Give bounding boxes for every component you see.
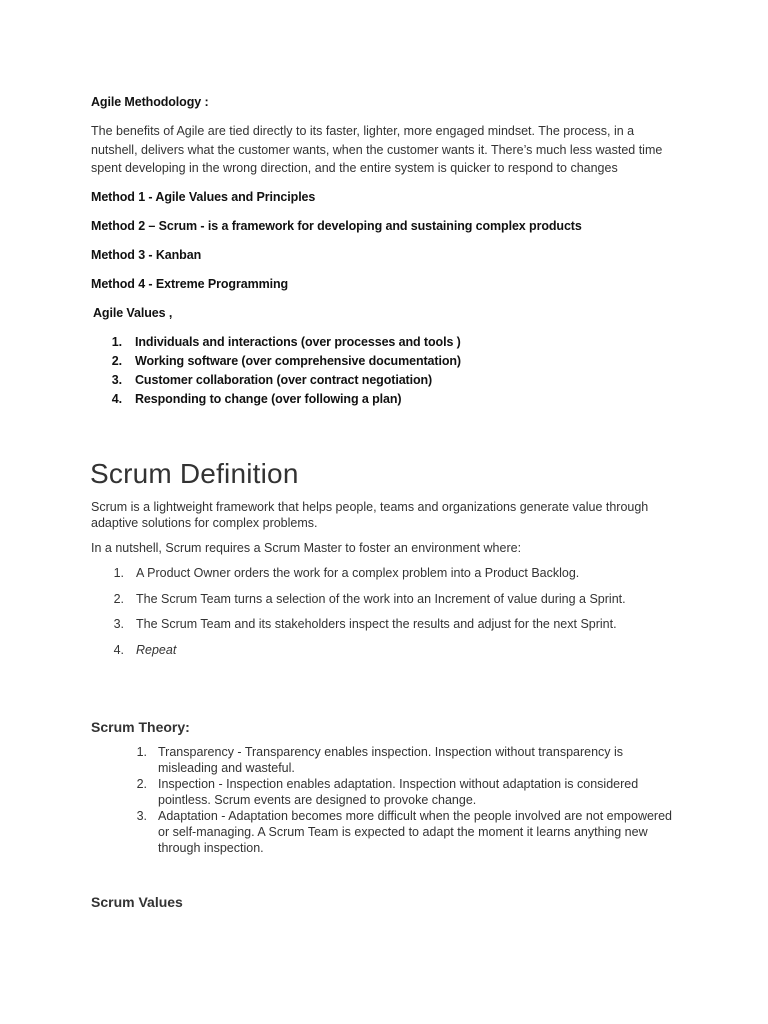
scrum-definition-paragraph: Scrum is a lightweight framework that helps people, teams and organizations generate value through adaptive solutions for complex problems. [91, 500, 649, 530]
method-3: Method 3 - Kanban [91, 248, 202, 262]
method-1: Method 1 - Agile Values and Principles [91, 190, 316, 204]
list-item: A Product Owner orders the work for a complex problem into a Product Backlog. [136, 566, 580, 580]
list-item: Inspection - Inspection enables adaptation. Inspection without adaptation is considered pointless. Scrum events are designed to provoke change. [158, 777, 639, 807]
list-item: Transparency - Transparency enables inspection. Inspection without transparency is misleading and wasteful. [158, 745, 624, 775]
list-item-number: 2. [111, 354, 122, 368]
agile-values-heading: Agile Values , [93, 306, 173, 320]
method-2: Method 2 – Scrum - is a framework for developing and sustaining complex products [91, 219, 582, 233]
list-item-number: 4. [113, 643, 124, 657]
list-item: Individuals and interactions (over processes and tools ) [135, 335, 461, 349]
scrum-values-title: Scrum Values [91, 894, 183, 910]
scrum-nutshell-paragraph: In a nutshell, Scrum requires a Scrum Master to foster an environment where: [91, 541, 522, 555]
list-item: The Scrum Team and its stakeholders inspect the results and adjust for the next Sprint. [136, 617, 617, 631]
scrum-definition-title: Scrum Definition [90, 458, 299, 489]
scrum-steps-list [0, 566, 768, 666]
list-item: The Scrum Team turns a selection of the work into an Increment of value during a Sprint. [136, 592, 626, 606]
list-item: Customer collaboration (over contract negotiation) [135, 373, 433, 387]
method-4: Method 4 - Extreme Programming [91, 277, 289, 291]
list-item-number: 1. [136, 745, 147, 759]
list-item-number: 2. [113, 592, 124, 606]
list-item: Adaptation - Adaptation becomes more difficult when the people involved are not empowered or self-managing. A Scrum Team is expected to adapt the moment it learns anything new through inspection. [158, 809, 672, 855]
agile-heading: Agile Methodology : [91, 95, 209, 109]
list-item-number: 3. [113, 617, 124, 631]
agile-intro-paragraph: The benefits of Agile are tied directly to its faster, lighter, more engaged mindset. The process, in a nutshell, delivers what the customer wants, when the customer wants it. There’s much less wasted time spent developing in the wrong direction, and the entire system is quicker to respond to changes [91, 124, 663, 175]
scrum-theory-title: Scrum Theory: [91, 719, 190, 735]
list-item-number: 1. [113, 566, 124, 580]
list-item-number: 3. [111, 373, 122, 387]
list-item: Repeat [136, 643, 177, 657]
list-item-number: 4. [111, 392, 122, 406]
agile-values-list [0, 335, 768, 415]
list-item-number: 3. [136, 809, 147, 823]
scrum-theory-list [0, 745, 768, 860]
list-item: Responding to change (over following a plan) [135, 392, 402, 406]
list-item-number: 1. [111, 335, 122, 349]
list-item-number: 2. [136, 777, 147, 791]
list-item: Working software (over comprehensive documentation) [135, 354, 461, 368]
